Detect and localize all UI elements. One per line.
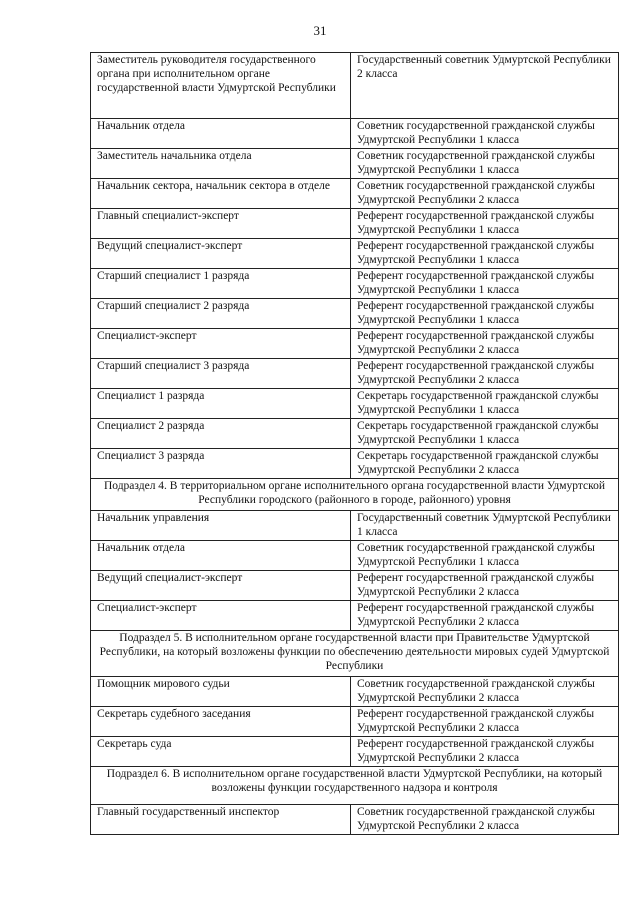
position-cell: Главный государственный инспектор — [91, 805, 351, 835]
table-row — [91, 389, 619, 419]
rank-cell: Секретарь государственной гражданской службы Удмуртской Республики 1 класса — [351, 389, 619, 419]
position-cell: Специалист-эксперт — [91, 601, 351, 631]
table-row — [91, 601, 619, 631]
rank-cell: Советник государственной гражданской службы Удмуртской Республики 1 класса — [351, 541, 619, 571]
rank-cell: Референт государственной гражданской службы Удмуртской Республики 1 класса — [351, 299, 619, 329]
position-cell: Заместитель начальника отдела — [91, 149, 351, 179]
rank-cell: Государственный советник Удмуртской Республики 2 класса — [351, 53, 619, 119]
position-cell: Специалист 1 разряда — [91, 389, 351, 419]
section-row — [91, 631, 619, 677]
rank-cell: Референт государственной гражданской службы Удмуртской Республики 1 класса — [351, 269, 619, 299]
table-row — [91, 541, 619, 571]
position-cell: Старший специалист 3 разряда — [91, 359, 351, 389]
position-cell: Специалист 3 разряда — [91, 449, 351, 479]
table-row — [91, 209, 619, 239]
rank-cell: Референт государственной гражданской службы Удмуртской Республики 2 класса — [351, 359, 619, 389]
table-row — [91, 53, 619, 119]
position-cell: Секретарь суда — [91, 737, 351, 767]
page-number: 31 — [313, 23, 327, 38]
position-cell: Главный специалист-эксперт — [91, 209, 351, 239]
table-row — [91, 707, 619, 737]
section-heading-5: Подраздел 5. В исполнительном органе государственной власти при Правительстве Удмуртской Республики, на который возложены функции по обеспечению деятельности мировых судей Удмуртской Республики — [91, 631, 619, 677]
rank-cell: Советник государственной гражданской службы Удмуртской Республики 2 класса — [351, 677, 619, 707]
rank-cell: Советник государственной гражданской службы Удмуртской Республики 2 класса — [351, 179, 619, 209]
rank-cell: Секретарь государственной гражданской службы Удмуртской Республики 1 класса — [351, 419, 619, 449]
position-cell: Специалист-эксперт — [91, 329, 351, 359]
position-cell: Старший специалист 2 разряда — [91, 299, 351, 329]
position-cell: Старший специалист 1 разряда — [91, 269, 351, 299]
table-row — [91, 805, 619, 835]
rank-cell: Референт государственной гражданской службы Удмуртской Республики 1 класса — [351, 239, 619, 269]
table-row — [91, 239, 619, 269]
rank-table-body — [91, 53, 619, 835]
rank-cell: Советник государственной гражданской службы Удмуртской Республики 1 класса — [351, 119, 619, 149]
rank-cell: Референт государственной гражданской службы Удмуртской Республики 2 класса — [351, 329, 619, 359]
table-row — [91, 511, 619, 541]
rank-cell: Государственный советник Удмуртской Республики 1 класса — [351, 511, 619, 541]
section-heading-4: Подраздел 4. В территориальном органе исполнительного органа государственной власти Удмуртской Республики городского (районного в городе, районного) уровня — [91, 479, 619, 511]
table-row — [91, 329, 619, 359]
section-heading-6: Подраздел 6. В исполнительном органе государственной власти Удмуртской Республики, на который возложены функции государственного надзора и контроля — [91, 767, 619, 805]
position-cell: Помощник мирового судьи — [91, 677, 351, 707]
position-cell: Заместитель руководителя государственного органа при исполнительном органе государственной власти Удмуртской Республики — [91, 53, 351, 119]
position-cell: Секретарь судебного заседания — [91, 707, 351, 737]
rank-cell: Референт государственной гражданской службы Удмуртской Республики 2 класса — [351, 737, 619, 767]
table-row — [91, 571, 619, 601]
rank-cell: Советник государственной гражданской службы Удмуртской Республики 1 класса — [351, 149, 619, 179]
rank-cell: Референт государственной гражданской службы Удмуртской Республики 2 класса — [351, 601, 619, 631]
table-row — [91, 737, 619, 767]
table-row — [91, 677, 619, 707]
rank-cell: Референт государственной гражданской службы Удмуртской Республики 2 класса — [351, 571, 619, 601]
position-cell: Начальник отдела — [91, 119, 351, 149]
rank-cell: Секретарь государственной гражданской службы Удмуртской Республики 2 класса — [351, 449, 619, 479]
position-cell: Начальник отдела — [91, 541, 351, 571]
table-row — [91, 179, 619, 209]
table-row — [91, 299, 619, 329]
table-row — [91, 359, 619, 389]
rank-table — [90, 52, 619, 835]
table-row — [91, 269, 619, 299]
section-row — [91, 479, 619, 511]
rank-cell: Советник государственной гражданской службы Удмуртской Республики 2 класса — [351, 805, 619, 835]
rank-cell: Референт государственной гражданской службы Удмуртской Республики 2 класса — [351, 707, 619, 737]
position-cell: Начальник управления — [91, 511, 351, 541]
rank-cell: Референт государственной гражданской службы Удмуртской Республики 1 класса — [351, 209, 619, 239]
table-row — [91, 449, 619, 479]
position-cell: Специалист 2 разряда — [91, 419, 351, 449]
table-row — [91, 119, 619, 149]
position-cell: Ведущий специалист-эксперт — [91, 571, 351, 601]
table-row — [91, 419, 619, 449]
table-row — [91, 149, 619, 179]
position-cell: Ведущий специалист-эксперт — [91, 239, 351, 269]
section-row — [91, 767, 619, 805]
position-cell: Начальник сектора, начальник сектора в отделе — [91, 179, 351, 209]
